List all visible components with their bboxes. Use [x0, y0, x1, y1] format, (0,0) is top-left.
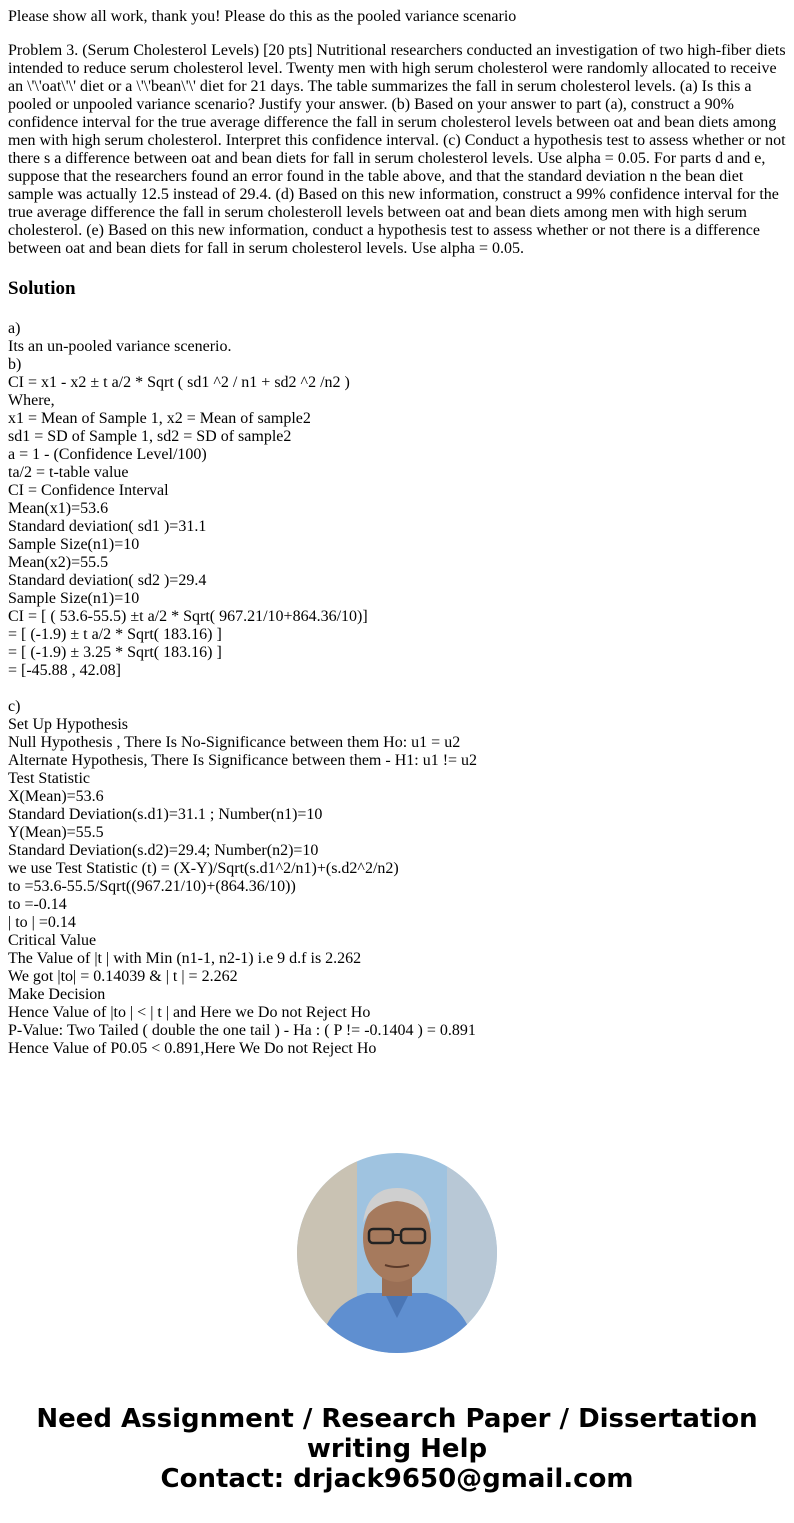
solution-line: CI = [ ( 53.6-55.5) ±t a/2 * Sqrt( 967.21/10+864.36/10)]: [8, 608, 368, 625]
solution-line: Standard deviation( sd1 )=31.1: [8, 518, 207, 535]
solution-line: Make Decision: [8, 986, 106, 1003]
solution-line: Critical Value: [8, 932, 97, 949]
solution-line: Alternate Hypothesis, There Is Significance between them - H1: u1 != u2: [8, 752, 478, 769]
footer-ad: [0, 1404, 794, 1494]
solution-line: Standard Deviation(s.d2)=29.4; Number(n2)=10: [8, 842, 319, 859]
solution-line: c): [8, 698, 21, 715]
solution-line: x1 = Mean of Sample 1, x2 = Mean of sample2: [8, 410, 311, 427]
solution-line: Sample Size(n1)=10: [8, 590, 140, 607]
solution-line: Y(Mean)=55.5: [8, 824, 104, 841]
solution-line: = [ (-1.9) ± 3.25 * Sqrt( 183.16) ]: [8, 644, 222, 661]
solution-line: ta/2 = t-table value: [8, 464, 129, 481]
solution-line: X(Mean)=53.6: [8, 788, 104, 805]
solution-line: Where,: [8, 392, 55, 409]
author-photo: [297, 1153, 497, 1353]
solution-line: The Value of |t | with Min (n1-1, n2-1) i.e 9 d.f is 2.262: [8, 950, 362, 967]
footer-line-2: writing Help: [306, 1434, 488, 1464]
solution-line: sd1 = SD of Sample 1, sd2 = SD of sample2: [8, 428, 292, 445]
solution-line: = [ (-1.9) ± t a/2 * Sqrt( 183.16) ]: [8, 626, 222, 643]
solution-line: | to | =0.14: [8, 914, 76, 931]
solution-line: Hence Value of P0.05 < 0.891,Here We Do not Reject Ho: [8, 1040, 377, 1057]
solution-line: a): [8, 320, 21, 337]
solution-line: [8, 680, 786, 698]
solution-line: Set Up Hypothesis: [8, 716, 128, 733]
solution-line: Sample Size(n1)=10: [8, 536, 140, 553]
solution-line: we use Test Statistic (t) = (X-Y)/Sqrt(s.d1^2/n1)+(s.d2^2/n2): [8, 860, 399, 877]
intro-text: Please show all work, thank you! Please do this as the pooled variance scenario: [8, 8, 517, 25]
solution-line: Its an un-pooled variance scenerio.: [8, 338, 232, 355]
solution-line: CI = x1 - x2 ± t a/2 * Sqrt ( sd1 ^2 / n1 + sd2 ^2 /n2 ): [8, 374, 350, 391]
solution-line: to =53.6-55.5/Sqrt((967.21/10)+(864.36/10)): [8, 878, 296, 895]
solution-line: Mean(x1)=53.6: [8, 500, 109, 517]
solution-line: Standard deviation( sd2 )=29.4: [8, 572, 207, 589]
solution-line: Standard Deviation(s.d1)=31.1 ; Number(n1)=10: [8, 806, 323, 823]
solution-line: b): [8, 356, 22, 373]
solution-line: CI = Confidence Interval: [8, 482, 169, 499]
solution-line: Test Statistic: [8, 770, 90, 787]
solution-line: = [-45.88 , 42.08]: [8, 662, 122, 679]
footer-contact: Contact: drjack9650@gmail.com: [160, 1464, 634, 1494]
solution-line: to =-0.14: [8, 896, 67, 913]
solution-line: a = 1 - (Confidence Level/100): [8, 446, 207, 463]
solution-heading: Solution: [8, 278, 76, 299]
solution-body: [8, 320, 786, 1058]
solution-line: Hence Value of |to | < | t | and Here we Do not Reject Ho: [8, 1004, 371, 1021]
solution-line: We got |to| = 0.14039 & | t | = 2.262: [8, 968, 238, 985]
solution-line: P-Value: Two Tailed ( double the one tail ) - Ha : ( P != -0.1404 ) = 0.891: [8, 1022, 476, 1039]
solution-line: Mean(x2)=55.5: [8, 554, 109, 571]
problem-text: Problem 3. (Serum Cholesterol Levels) [20 pts] Nutritional researchers conducted an investigation of two high-fiber diets intended to reduce serum cholesterol level. Twenty men with high serum cholesterol were randomly allocated to receive an \'\'oat\'\' diet or a \'\'bean\'\' diet for 21 days. The table summarizes the fall in serum cholesterol levels. (a) Is this a pooled or unpooled variance scenario? Justify your answer. (b) Based on your answer to part (a), construct a 90% confidence interval for the true average difference the fall in serum cholesterol levels between oat and bean diets among men with high serum cholesterol. Interpret this confidence interval. (c) Conduct a hypothesis test to assess whether or not there s a difference between oat and bean diets for fall in serum cholesterol levels. Use alpha = 0.05. For parts d and e, suppose that the researchers found an error found in the table above, and that the standard deviation n the bean diet sample was actually 12.5 instead of 29.4. (d) Based on this new information, construct a 99% confidence interval for the true average difference the fall in serum cholesteroll levels between oat and bean diets among men with high serum cholesterol. (e) Based on this new information, conduct a hypothesis test to assess whether or not there is a difference between oat and bean diets for fall in serum cholesterol levels. Use alpha = 0.05.: [8, 42, 786, 257]
footer-line-1: Need Assignment / Research Paper / Dissertation: [36, 1404, 758, 1434]
solution-line: Null Hypothesis , There Is No-Significance between them Ho: u1 = u2: [8, 734, 461, 751]
